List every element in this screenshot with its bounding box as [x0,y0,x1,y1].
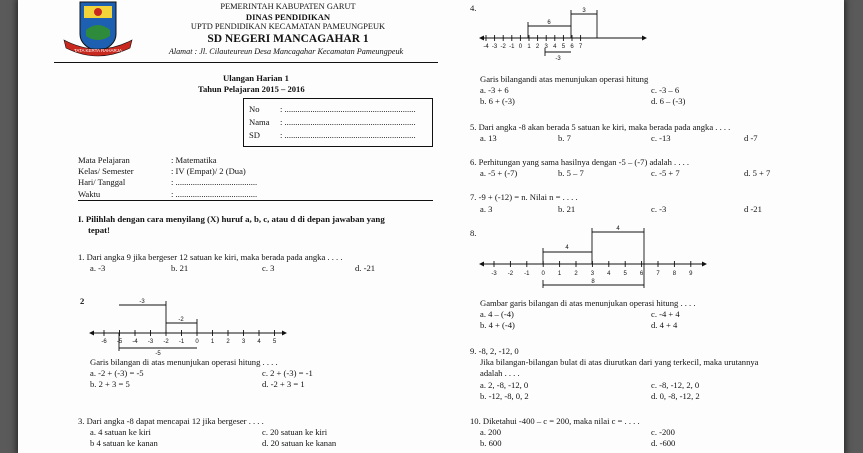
q2-axis-arrow-right [282,331,287,336]
q9-option-a[interactable]: a. 2, -8, -12, 0 [480,380,529,390]
q8-tick-label: 1 [557,271,562,277]
q8-option-c[interactable]: c. -4 + 4 [651,309,680,319]
q8-number: 8. [470,228,477,238]
header-rule [54,62,438,63]
q9-line2: Jika bilangan-bilangan bulat di atas diurutkan dari yang terkecil, maka urutannya [480,357,759,367]
q8-option-b[interactable]: b. 4 + (-4) [480,320,515,330]
info-subject-value: : Matematika [171,155,217,165]
q2-tick-label: -4 [132,339,138,345]
header-line1: PEMERINTAH KABUPATEN GARUT [220,2,356,11]
q4-option-b[interactable]: b. 6 + (-3) [480,96,515,106]
exam-page [18,0,844,453]
header-line2: DINAS PENDIDIKAN [245,12,331,22]
q1-option-c[interactable]: c. 3 [262,263,275,273]
q2-option-a[interactable]: a. -2 + (-3) = -5 [90,368,144,378]
exam-title: Ulangan Harian 1 [223,73,289,83]
q3-option-c[interactable]: c. 20 satuan ke kiri [262,427,328,437]
q4-option-d[interactable]: d. 6 – (-3) [651,96,686,106]
q2-number-line [88,293,288,357]
q4-tick-label: 2 [535,44,540,50]
q8-tick-label: -2 [507,271,514,277]
q2-tick-label: -1 [178,339,185,345]
q1-text: 1. Dari angka 9 jika bergeser 12 satuan ke kiri, maka berada pada angka . . . . [78,252,343,262]
q4-option-a[interactable]: a. -3 + 6 [480,85,509,95]
q7-option-b[interactable]: b. 21 [558,204,576,214]
left-column [18,0,438,453]
info-class-value: : IV (Empat)/ 2 (Dua) [171,166,246,176]
q8-number-line [478,222,708,294]
q1-option-b[interactable]: b. 21 [171,263,189,273]
q9-option-b[interactable]: b. -12, -8, 0, 2 [480,391,529,401]
field-no-label: No [249,104,260,114]
q2-tick-label: -2 [163,339,169,345]
q8-axis-arrow-left [479,262,484,267]
q1-option-a[interactable]: a. -3 [90,263,106,273]
q2-arrow-top-label: -3 [139,299,145,305]
q5-option-d[interactable]: d -7 [744,133,758,143]
q2-option-b[interactable]: b. 2 + 3 = 5 [90,379,130,389]
q6-text: 6. Perhitungan yang sama hasilnya dengan -5 – (-7) adalah . . . . [470,157,690,167]
q2-tick-label: 1 [210,339,215,345]
header-line3: UPTD PENDIDIKAN KECAMATAN PAMEUNGPEUK [190,22,386,31]
q1-option-d[interactable]: d. -21 [355,263,376,273]
q4-tick-label: 0 [518,44,523,50]
q4-axis-arrow-right [642,36,647,41]
q4-tick-label: 1 [527,44,531,50]
q4-number: 4. [470,3,477,13]
q2-arrow-mid-label: -2 [178,317,184,323]
q8-tick-label: 4 [607,271,611,277]
q8-caption: Gambar garis bilangan di atas menunjukan operasi hitung . . . . [480,298,696,308]
q10-text: 10. Diketahui -400 – c = 200, maka nilai c = . . . . [470,416,640,426]
q10-option-a[interactable]: a. 200 [480,427,502,437]
school-name: SD NEGERI MANCAGAHAR 1 [207,33,369,45]
q8-arrow-top-label: 4 [616,226,620,232]
q2-tick-label: 4 [257,339,261,345]
q4-axis-arrow-left [479,36,484,41]
q5-text: 5. Dari angka -8 akan berada 5 satuan ke kiri, maka berada pada angka . . . . [470,122,731,132]
q4-arrow-bottom-label: -3 [555,56,561,62]
q2-tick-label: -6 [101,339,107,345]
q7-option-a[interactable]: a. 3 [480,204,493,214]
q4-tick-label: 4 [553,44,557,50]
q10-option-c[interactable]: c. -200 [651,427,675,437]
exam-year: Tahun Pelajaran 2015 – 2016 [198,84,305,94]
q8-option-a[interactable]: a. 4 – (-4) [480,309,514,319]
q4-tick-label: -4 [483,44,489,50]
q4-caption: Garis bilangandi atas menunjukan operasi hitung [480,74,649,84]
q8-tick-label: 0 [541,271,545,277]
q3-option-d[interactable]: d. 20 satuan ke kanan [262,438,337,448]
info-time-label: Waktu [78,189,101,199]
q2-tick-label: -5 [116,339,123,345]
q6-option-a[interactable]: a. -5 + (-7) [480,168,518,178]
q5-option-a[interactable]: a. 13 [480,133,497,143]
q4-tick-label: -2 [500,44,506,50]
q3-option-b[interactable]: b 4 satuan ke kanan [90,438,158,448]
q4-number-line [478,2,648,62]
q9-option-d[interactable]: d. 0, -8, -12, 2 [651,391,700,401]
q4-tick-label: 5 [561,44,566,50]
q8-tick-label: 3 [590,271,595,277]
info-time-value[interactable]: : ...................................... [171,189,258,199]
q2-caption: Garis bilangan di atas menunjukan operasi hitung . . . . [90,357,278,367]
q2-tick-label: 3 [241,339,246,345]
q8-axis-arrow-right [702,262,707,267]
school-address: Alamat : Jl. Cilauteureun Desa Mancagahar Kecamatan Pameungpeuk [168,47,404,56]
field-name-value[interactable]: : ............................................................. [280,117,416,127]
logo-ribbon-text: TATA KERTA RAHARJA [73,48,123,53]
instruction-line1: I. Pilihlah dengan cara menyilang (X) huruf a, b, c, atau d di depan jawaban yang [78,214,385,224]
q4-tick-label: -3 [491,44,498,50]
q4-arrow-top-label: 3 [582,8,586,14]
q8-tick-label: -3 [491,271,497,277]
q2-tick-label: 2 [226,339,230,345]
q3-option-a[interactable]: a. 4 satuan ke kiri [90,427,151,437]
q4-tick-label: 3 [544,44,548,50]
q8-tick-label: 2 [574,271,578,277]
field-sd-label: SD [249,130,260,140]
q2-option-c[interactable]: c. 2 + (-3) = -1 [262,368,313,378]
q7-text: 7. -9 + (-12) = n. Nilai n = . . . . [470,192,578,202]
q4-tick-label: 6 [570,44,574,50]
q5-option-b[interactable]: b. 7 [558,133,571,143]
q9-line3: adalah . . . . [480,368,520,378]
q4-arrow-mid-label: 6 [547,20,551,26]
q8-tick-label: 5 [623,271,627,277]
info-subject-label: Mata Pelajaran [78,155,130,165]
q8-arrow-bottom-label: 8 [591,279,595,285]
right-column [438,0,844,453]
q6-option-c[interactable]: c. -5 + 7 [651,168,680,178]
q7-option-d[interactable]: d -21 [744,204,762,214]
info-date-label: Hari/ Tanggal [78,177,126,187]
q9-text: 9. -8, 2, -12, 0 [470,346,519,356]
q2-number: 2 [80,296,85,306]
q2-arrow-bottom-label: -5 [155,351,161,357]
q10-option-d[interactable]: d. -600 [651,438,676,448]
q2-tick-label: -3 [147,339,154,345]
field-sd-value[interactable]: : ............................................................. [280,130,416,140]
q6-option-d[interactable]: d. 5 + 7 [744,168,771,178]
q3-text: 3. Dari angka -8 dapat mencapai 12 jika bergeser . . . . [78,416,264,426]
q2-tick-label: 5 [272,339,277,345]
info-class-label: Kelas/ Semester [78,166,134,176]
q2-tick-label: 0 [195,339,199,345]
q2-axis-arrow-left [89,331,94,336]
info-rule [78,200,433,201]
q8-tick-label: 8 [672,271,677,277]
q8-tick-label: 9 [689,271,693,277]
q4-tick-label: 7 [578,44,583,50]
q4-tick-label: -1 [509,44,515,50]
q8-tick-label: -1 [524,271,530,277]
q2-option-d[interactable]: d. -2 + 3 = 1 [262,379,305,389]
q10-option-b[interactable]: b. 600 [480,438,502,448]
q8-tick-label: 7 [656,271,660,277]
q8-arrow-mid-label: 4 [565,245,569,251]
q9-option-c[interactable]: c. -8, -12, 2, 0 [651,380,700,390]
info-date-value[interactable]: : ...................................... [171,177,258,187]
instruction-line2: tepat! [88,225,110,235]
garut-logo [58,0,138,62]
q5-option-c[interactable]: c. -13 [651,133,671,143]
q4-option-c[interactable]: c. -3 – 6 [651,85,680,95]
field-name-label: Nama [249,117,270,127]
q8-tick-label: 6 [639,271,644,277]
q6-option-b[interactable]: b. 5 – 7 [558,168,584,178]
q7-option-c[interactable]: c. -3 [651,204,667,214]
field-no-value[interactable]: : ............................................................. [280,104,416,114]
q8-option-d[interactable]: d. 4 + 4 [651,320,678,330]
